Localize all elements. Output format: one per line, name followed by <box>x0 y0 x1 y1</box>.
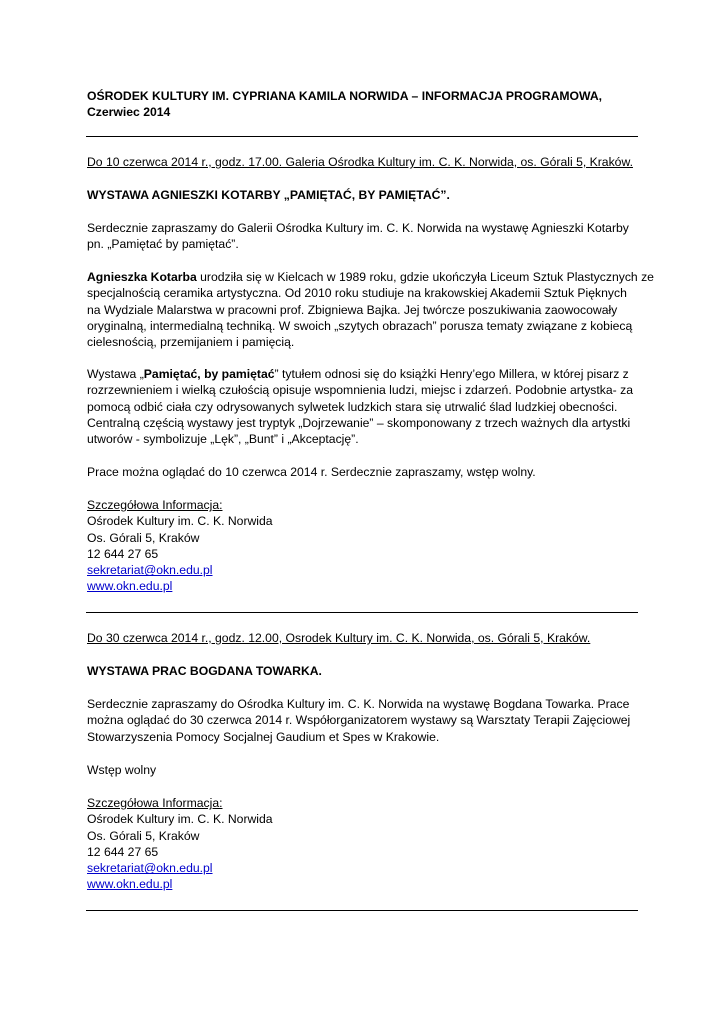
contact-heading: Szczegółowa Informacja: <box>87 498 223 512</box>
exhibition-title: Pamiętać, by pamiętać <box>143 367 275 381</box>
paragraph-line: można oglądać do 30 czerwca 2014 r. Współorganizatorem wystawy są Warsztaty Terapii Zajęciowej <box>87 713 631 728</box>
paragraph-line: Wystawa „Pamiętać, by pamiętać” tytułem odnosi się do książki Henry’ego Millera, w której pisarz z <box>87 367 629 381</box>
paragraph-line: na Wydziale Malarstwa w pracowni prof. Zbigniewa Bajka. Jej twórcze poszukiwania zaowocowały <box>87 302 618 317</box>
website-link[interactable]: www.okn.edu.pl <box>87 579 173 594</box>
event1-bio <box>87 269 654 350</box>
event1-intro <box>87 220 637 253</box>
contact-org: Ośrodek Kultury im. C. K. Norwida <box>87 514 273 529</box>
event2-entry: Wstęp wolny <box>87 763 157 777</box>
contact-heading: Szczegółowa Informacja: <box>87 796 223 810</box>
event1-heading: WYSTAWA AGNIESZKI KOTARBY „PAMIĘTAĆ, BY PAMIĘTAĆ”. <box>87 188 450 202</box>
event2-heading: WYSTAWA PRAC BOGDANA TOWARKA. <box>87 664 322 678</box>
contact-phone: 12 644 27 65 <box>87 546 159 561</box>
paragraph-line: pn. „Pamiętać by pamiętać”. <box>87 237 239 252</box>
contact-email-link[interactable]: sekretariat@okn.edu.pl <box>87 861 213 876</box>
paragraph-line: oryginalną, intermedialną techniką. W swoich „szytych obrazach” porusza tematy związane z kobiecą <box>87 318 633 333</box>
event2-date-line: Do 30 czerwca 2014 r., godz. 12.00, Osrodek Kultury im. C. K. Norwida, os. Górali 5, Kraków. <box>87 631 591 645</box>
event1-closing: Prace można oglądać do 10 czerwca 2014 r. Serdecznie zapraszamy, wstęp wolny. <box>87 465 536 479</box>
event1-description <box>87 366 637 447</box>
contact-email-link[interactable]: sekretariat@okn.edu.pl <box>87 563 213 578</box>
document-subtitle: Czerwiec 2014 <box>87 105 171 120</box>
divider <box>86 910 638 911</box>
paragraph-line: pomocą odbić ciała czy odrysowanych sylwetek ludzkich stara się utrwalić ślad ludzkiej obecności. <box>87 399 618 414</box>
paragraph-line: rozrzewnieniem i wielką czułością opisuje wspomnienia ludzi, miejsc i zdarzeń. Podobnie artystka- za <box>87 383 633 398</box>
event1-date-line: Do 10 czerwca 2014 r., godz. 17.00. Galeria Ośrodka Kultury im. C. K. Norwida, os. Górali 5, Kraków. <box>87 155 633 169</box>
divider <box>86 612 638 613</box>
event1-contact <box>87 497 637 595</box>
document-header <box>87 88 637 121</box>
contact-phone: 12 644 27 65 <box>87 844 159 859</box>
event2-contact <box>87 795 637 893</box>
document-title: OŚRODEK KULTURY IM. CYPRIANA KAMILA NORWIDA – INFORMACJA PROGRAMOWA, <box>87 89 603 103</box>
paragraph-line: Agnieszka Kotarba urodziła się w Kielcach w 1989 roku, gdzie ukończyła Liceum Sztuk Plastycznych ze <box>87 270 654 284</box>
paragraph-line: Serdecznie zapraszamy do Ośrodka Kultury im. C. K. Norwida na wystawę Bogdana Towarka. Prace <box>87 697 630 711</box>
contact-address: Os. Górali 5, Kraków <box>87 828 200 843</box>
paragraph-line: cielesnością, przemijaniem i pamięcią. <box>87 335 295 350</box>
contact-org: Ośrodek Kultury im. C. K. Norwida <box>87 812 273 827</box>
contact-address: Os. Górali 5, Kraków <box>87 530 200 545</box>
website-link[interactable]: www.okn.edu.pl <box>87 877 173 892</box>
paragraph-line: Centralną częścią wystawy jest tryptyk „Dojrzewanie” – skomponowany z trzech ważnych dla artystki <box>87 415 631 430</box>
paragraph-line: Serdecznie zapraszamy do Galerii Ośrodka Kultury im. C. K. Norwida na wystawę Agnieszki Kotarby <box>87 221 629 235</box>
event2-intro <box>87 696 637 745</box>
paragraph-line: utworów - symbolizuje „Lęk”, „Bunt” i „Akceptację”. <box>87 432 359 447</box>
paragraph-line: specjalnością ceramika artystyczna. Od 2010 roku studiuje na krakowskiej Akademii Sztuk Pięknych <box>87 286 627 301</box>
divider <box>86 136 638 137</box>
artist-name: Agnieszka Kotarba <box>87 270 197 284</box>
paragraph-line: Stowarzyszenia Pomocy Socjalnej Gaudium et Spes w Krakowie. <box>87 729 440 744</box>
